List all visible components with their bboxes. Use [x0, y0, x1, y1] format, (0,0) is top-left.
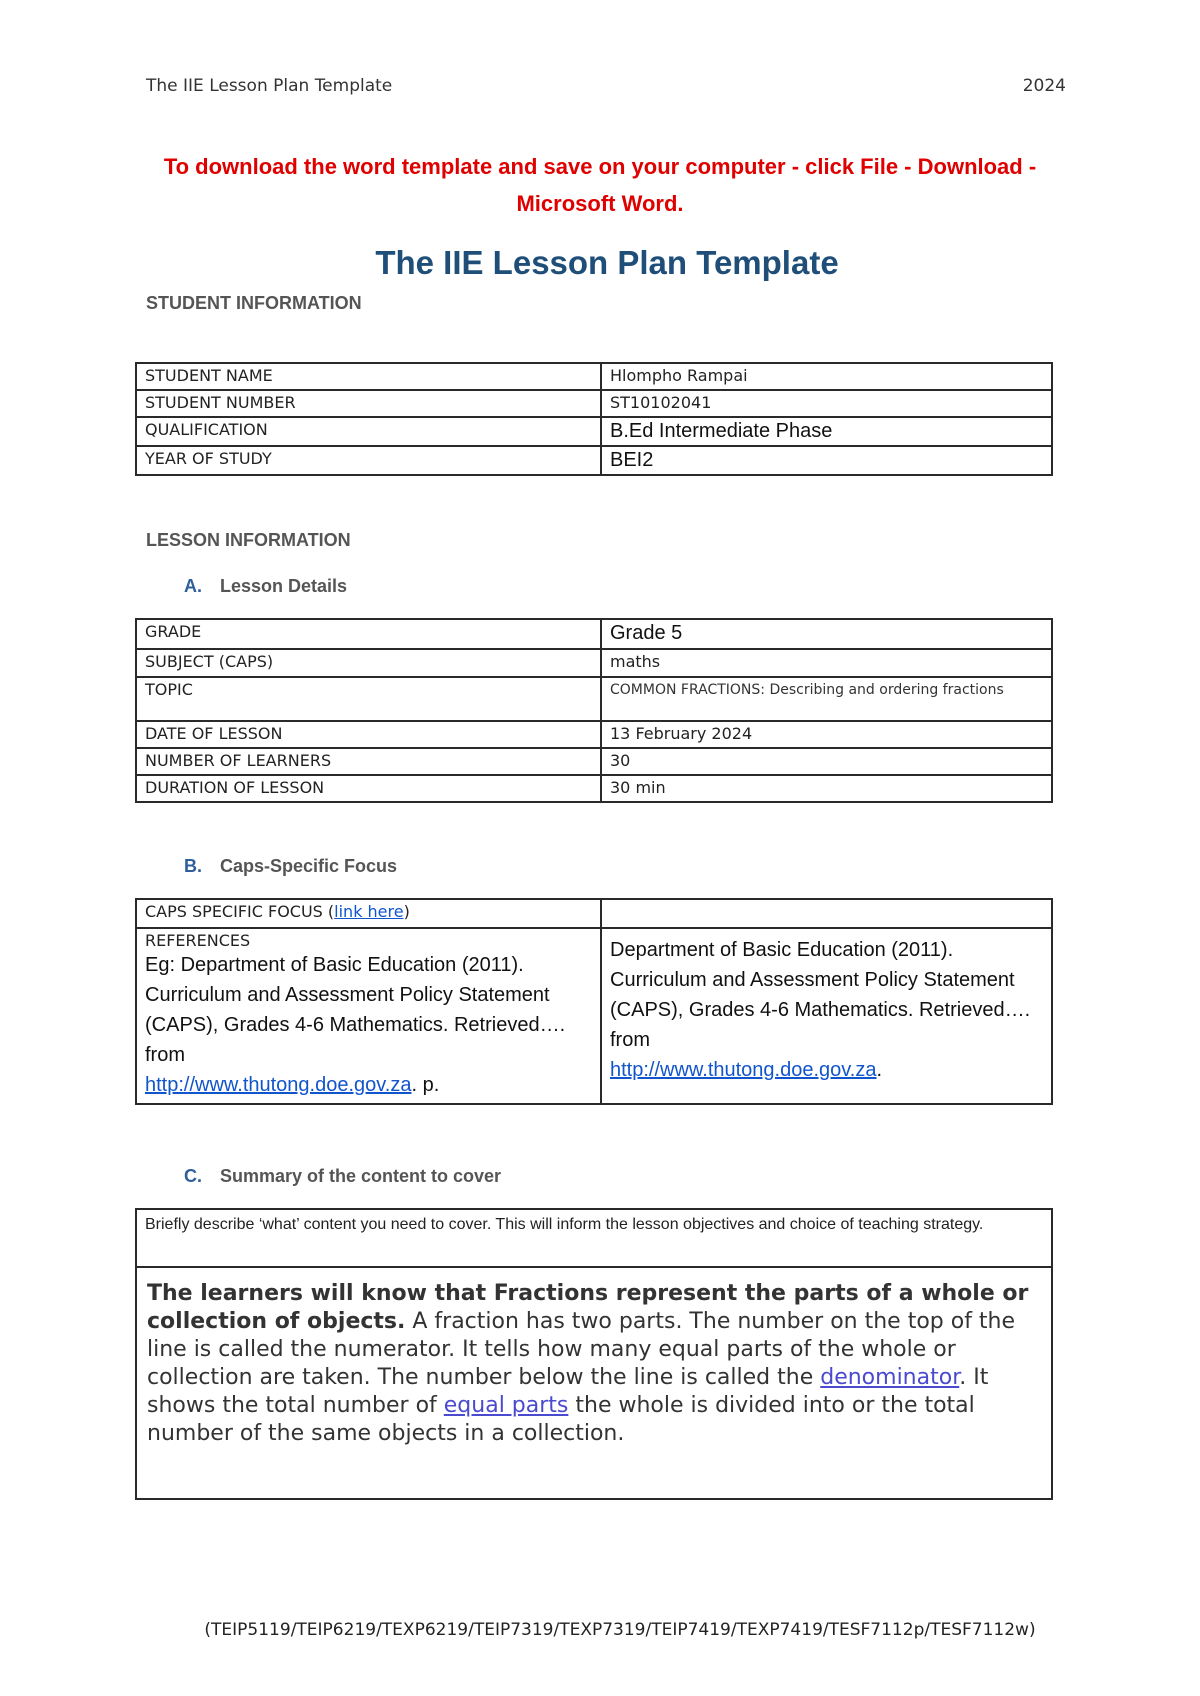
equal-parts-link[interactable]: equal parts [443, 1393, 569, 1418]
subject-value[interactable]: maths [601, 649, 1052, 677]
table-row [136, 775, 1052, 802]
header-left: The IIE Lesson Plan Template [146, 76, 393, 96]
date-value[interactable]: 13 February 2024 [601, 721, 1052, 748]
caps-focus-label-text: CAPS SPECIFIC FOCUS ( [145, 902, 335, 921]
lesson-details-title: Lesson Details [220, 576, 348, 596]
duration-value[interactable]: 30 min [601, 775, 1052, 802]
summary-table [135, 1208, 1053, 1500]
topic-label: TOPIC [136, 677, 601, 721]
summary-text-2: . It shows the total number of [147, 1365, 989, 1418]
reference-example-text: Eg: Department of Basic Education (2011). Curriculum and Assessment Policy Statement (CAPS), Grades 4-6 Mathematics. Retrieved…. from [145, 954, 566, 1066]
references-label: REFERENCES [145, 931, 251, 950]
subject-label: SUBJECT (CAPS) [136, 649, 601, 677]
topic-value[interactable]: COMMON FRACTIONS: Describing and ordering fractions [601, 677, 1052, 721]
download-notice: To download the word template and save on your computer - click File - Download - Microsoft Word. [163, 154, 1037, 216]
student-number-value[interactable]: ST10102041 [601, 390, 1052, 417]
reference-entry-suffix: . [876, 1059, 883, 1081]
student-info-heading: STUDENT INFORMATION [146, 293, 362, 313]
table-row [136, 928, 1052, 1104]
summary-text-3: the whole is divided into or the total number of the same objects in a collection. [147, 1393, 975, 1446]
header-year: 2024 [1022, 76, 1066, 96]
table-row [136, 1209, 1052, 1267]
lesson-details-heading [184, 576, 347, 597]
caps-focus-title: Caps-Specific Focus [220, 856, 398, 876]
table-row [136, 649, 1052, 677]
reference-example-suffix: . p. [411, 1074, 440, 1096]
table-row [136, 446, 1052, 475]
reference-entry-text: Department of Basic Education (2011). Curriculum and Assessment Policy Statement (CAPS), Grades 4-6 Mathematics. Retrieved…. from [610, 939, 1031, 1051]
summary-heading [184, 1166, 501, 1187]
references-cell [136, 928, 601, 1104]
student-info-table [135, 362, 1053, 476]
qualification-value[interactable]: B.Ed Intermediate Phase [601, 417, 1052, 446]
table-row [136, 1267, 1052, 1499]
summary-title: Summary of the content to cover [220, 1166, 502, 1186]
caps-focus-label-close: ) [403, 902, 410, 921]
caps-focus-heading [184, 856, 397, 877]
references-value[interactable] [601, 928, 1052, 1104]
page-title: The IIE Lesson Plan Template [375, 244, 839, 281]
lesson-details-table [135, 618, 1053, 803]
reference-example [145, 950, 592, 1100]
table-row [136, 363, 1052, 390]
year-of-study-label: YEAR OF STUDY [136, 446, 601, 475]
grade-label: GRADE [136, 619, 601, 649]
summary-content[interactable] [136, 1267, 1052, 1499]
lesson-info-heading: LESSON INFORMATION [146, 530, 351, 550]
year-of-study-value[interactable]: BEI2 [601, 446, 1052, 475]
caps-focus-value[interactable] [601, 899, 1052, 928]
denominator-link[interactable]: denominator [820, 1365, 960, 1390]
student-name-value[interactable]: Hlompho Rampai [601, 363, 1052, 390]
table-row [136, 417, 1052, 446]
table-row [136, 721, 1052, 748]
table-row [136, 748, 1052, 775]
thutong-link[interactable]: http://www.thutong.doe.gov.za [610, 1059, 877, 1081]
qualification-label: QUALIFICATION [136, 417, 601, 446]
caps-link[interactable]: link here [334, 902, 404, 921]
caps-focus-letter: B. [184, 856, 202, 876]
summary-letter: C. [184, 1166, 202, 1186]
lesson-details-letter: A. [184, 576, 202, 596]
table-row [136, 619, 1052, 649]
learners-label: NUMBER OF LEARNERS [136, 748, 601, 775]
summary-intro: Briefly describe ‘what’ content you need to cover. This will inform the lesson objectives and choice of teaching strategy. [136, 1209, 1052, 1267]
grade-value[interactable]: Grade 5 [601, 619, 1052, 649]
student-number-label: STUDENT NUMBER [136, 390, 601, 417]
date-label: DATE OF LESSON [136, 721, 601, 748]
student-name-label: STUDENT NAME [136, 363, 601, 390]
learners-value[interactable]: 30 [601, 748, 1052, 775]
summary-text-1: A fraction has two parts. The number on the top of the line is called the numerator. It tells how many equal parts of the whole or collection are taken. The number below the line is called the [147, 1309, 1016, 1390]
table-row [136, 677, 1052, 721]
reference-entry [610, 935, 1043, 1085]
caps-focus-label [136, 899, 601, 928]
summary-bold-lead: The learners will know that Fractions represent the parts of a whole or collection of objects. [147, 1281, 1029, 1334]
table-row [136, 390, 1052, 417]
duration-label: DURATION OF LESSON [136, 775, 601, 802]
table-row [136, 899, 1052, 928]
thutong-link-example[interactable]: http://www.thutong.doe.gov.za [145, 1074, 412, 1096]
caps-focus-table [135, 898, 1053, 1105]
footer-module-codes: (TEIP5119/TEIP6219/TEXP6219/TEIP7319/TEXP7319/TEIP7419/TEXP7419/TESF7112p/TESF7112w) [204, 1620, 1036, 1640]
